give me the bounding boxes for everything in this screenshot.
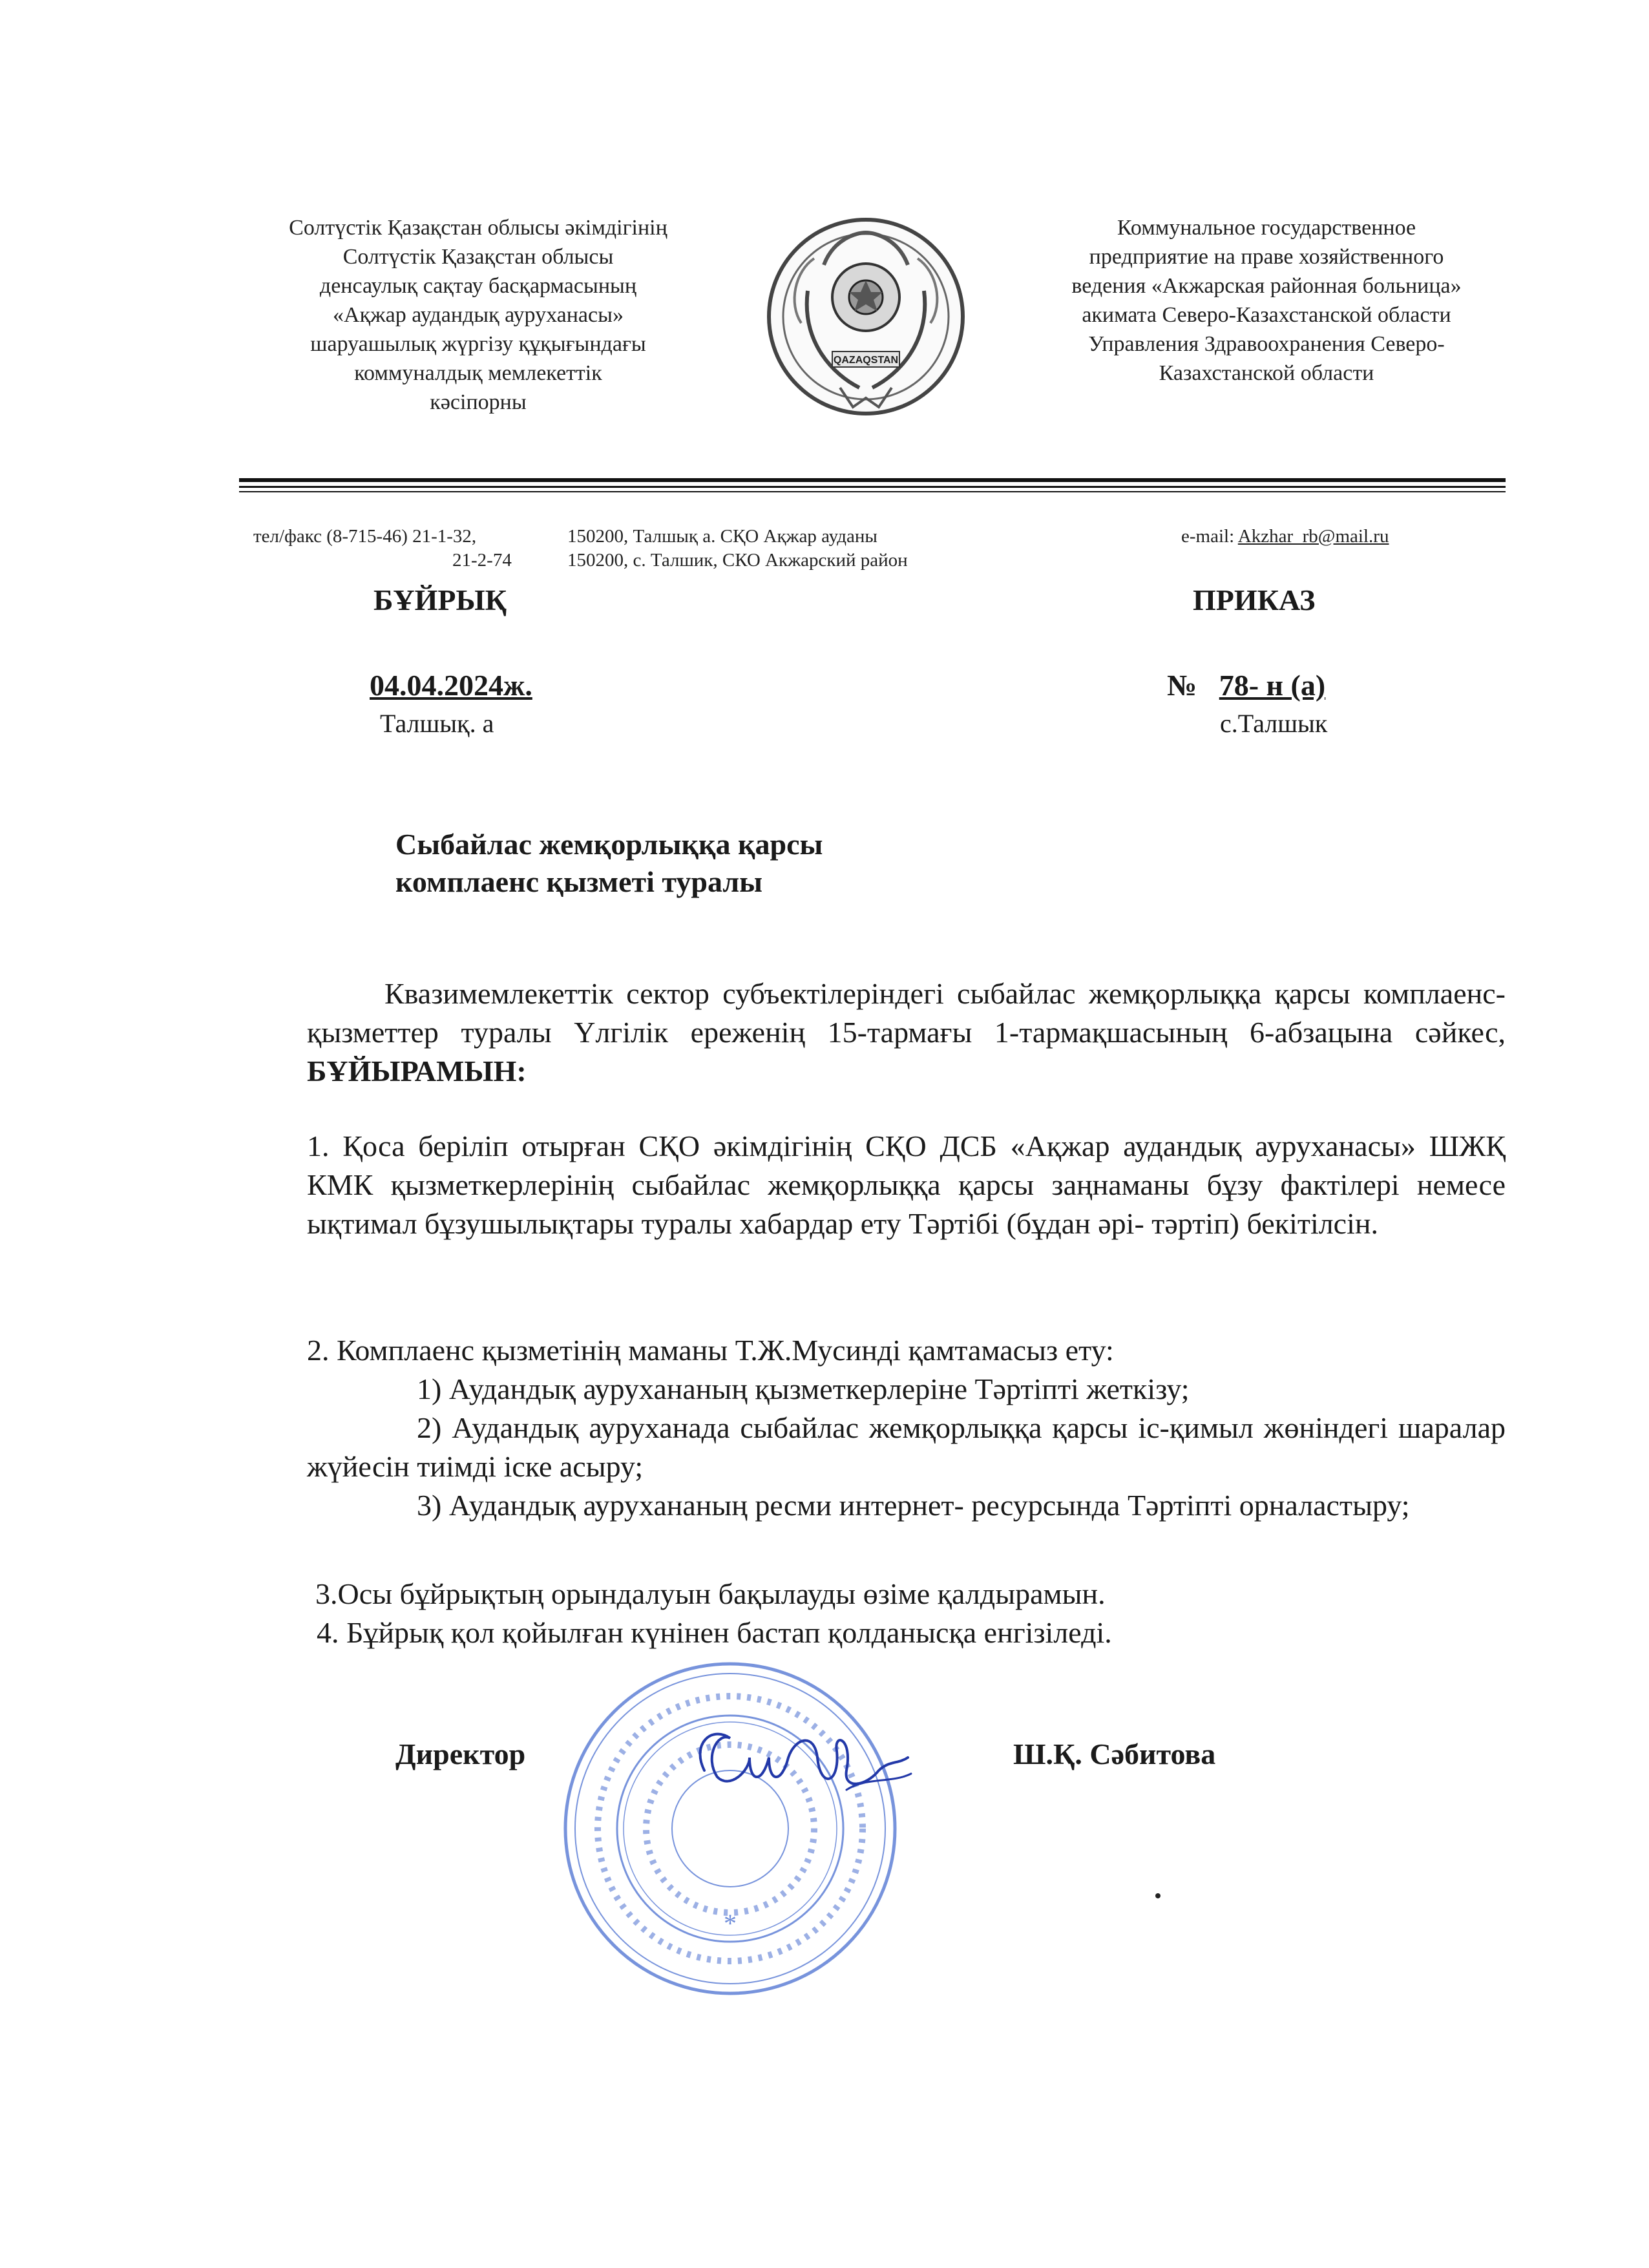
header-divider — [239, 486, 1506, 488]
contact-phone-extra: 21-2-74 — [452, 550, 512, 571]
email-label: e-mail: — [1181, 526, 1235, 547]
contact-address-ru: 150200, с. Талшик, СКО Акжарский район — [567, 550, 908, 571]
doc-subject — [395, 826, 823, 901]
doc-date: 04.04.2024ж. — [370, 669, 532, 702]
contact-phone: тел/факс (8-715-46) 21-1-32, — [253, 526, 477, 547]
official-stamp — [556, 1654, 905, 2003]
order-item-2-text: 2. Комплаенс қызметінің маманы Т.Ж.Мусинді қамтамасыз ету: — [307, 1334, 1114, 1367]
order-item-3: 3.Осы бұйрықтың орындалуын бақылауды өзіме қалдырамын. — [315, 1577, 1106, 1610]
header-kz-line: денсаулық сақтау басқармасының — [319, 274, 637, 298]
doc-place-ru: с.Талшык — [1220, 709, 1328, 738]
header-ru-line: Коммунальное государственное — [1117, 216, 1416, 240]
order-subitem: 2) Аудандық ауруханада сыбайлас жемқорлыққа қарсы іс-қимыл жөніндегі шаралар жүйесін тиімді іске асыру; — [307, 1411, 1506, 1483]
director-signature — [685, 1712, 918, 1816]
header-divider — [239, 478, 1506, 482]
doc-title-kz: БҰЙРЫҚ — [373, 583, 507, 616]
header-ru-line: акимата Северо-Казахстанской области — [1082, 303, 1451, 327]
doc-place-kz: Талшық. а — [380, 709, 494, 738]
header-kz-line: шаруашылық жүргізу құқығындағы — [310, 332, 646, 356]
header-ru-line: предприятие на праве хозяйственного — [1089, 245, 1444, 269]
order-item-1-text: 1. Қоса беріліп отырған СҚО әкімдігінің СҚО ДСБ «Ақжар аудандық ауруханасы» ШЖҚ КМК қызметкерлерінің сыбайлас жемқорлыққа қарсы заңнаманы бұзу фактілері немесе ықтимал бұзушылықтары туралы хабардар ету Тәртібі (бұдан әрі- тәртіп) бекітілсін. — [307, 1129, 1506, 1240]
intro-text: Квазимемлекеттік сектор субъектілеріндегі сыбайлас жемқорлыққа қарсы комплаенс-қызметтер туралы Үлгілік ереженің 15-тармағы 1-тармақшасының 6-абзацына сәйкес, — [307, 977, 1506, 1049]
order-subitem: 3) Аудандық аурухананың ресми интернет- ресурсында Тәртіпті орналастыру; — [417, 1489, 1410, 1522]
subject-line: Сыбайлас жемқорлыққа қарсы — [395, 828, 823, 861]
header-kz-line: Солтүстік Қазақстан облысы — [342, 245, 614, 269]
header-kz-line: коммуналдық мемлекеттік — [354, 361, 602, 385]
header-kz-line: кәсіпорны — [430, 390, 527, 414]
state-emblem-icon — [762, 194, 969, 439]
contact-address-kz: 150200, Талшық а. СҚО Ақжар ауданы — [567, 526, 877, 547]
header-ru-line: Управления Здравоохранения Северо- — [1088, 332, 1445, 356]
header-ru-line: Казахстанской области — [1159, 361, 1374, 385]
intro-decree: БҰЙЫРАМЫН: — [307, 1055, 527, 1087]
header-ru-line: ведения «Акжарская районная больница» — [1071, 274, 1462, 298]
order-item-2 — [307, 1331, 1506, 1525]
email-link[interactable]: Akzhar_rb@mail.ru — [1237, 526, 1389, 547]
doc-number — [1167, 668, 1325, 702]
header-divider — [239, 491, 1506, 492]
ink-dot — [1155, 1893, 1161, 1898]
signatory-title: Директор — [395, 1738, 526, 1770]
contact-email — [1181, 525, 1389, 548]
header-ru — [1027, 213, 1506, 388]
subject-line: комплаенс қызметі туралы — [395, 865, 763, 898]
intro-paragraph — [307, 974, 1506, 1091]
number-prefix: № — [1167, 669, 1197, 702]
header-kz — [233, 213, 724, 417]
svg-text:*: * — [724, 1909, 737, 1938]
number-value: 78- н (а) — [1219, 669, 1326, 702]
order-item-1 — [307, 1127, 1506, 1243]
header-kz-line: «Ақжар аудандық ауруханасы» — [333, 303, 624, 327]
header-kz-line: Солтүстік Қазақстан облысы әкімдігінің — [289, 216, 667, 240]
signatory-name: Ш.Қ. Сәбитова — [1013, 1738, 1216, 1770]
emblem-label: QAZAQSTAN — [833, 355, 899, 366]
order-subitem: 1) Аудандық аурухананың қызметкерлеріне Тәртіпті жеткізу; — [417, 1372, 1190, 1405]
doc-title-ru: ПРИКАЗ — [1193, 583, 1316, 616]
order-item-4: 4. Бұйрық қол қойылған күнінен бастап қолданысқа енгізіледі. — [317, 1616, 1112, 1649]
